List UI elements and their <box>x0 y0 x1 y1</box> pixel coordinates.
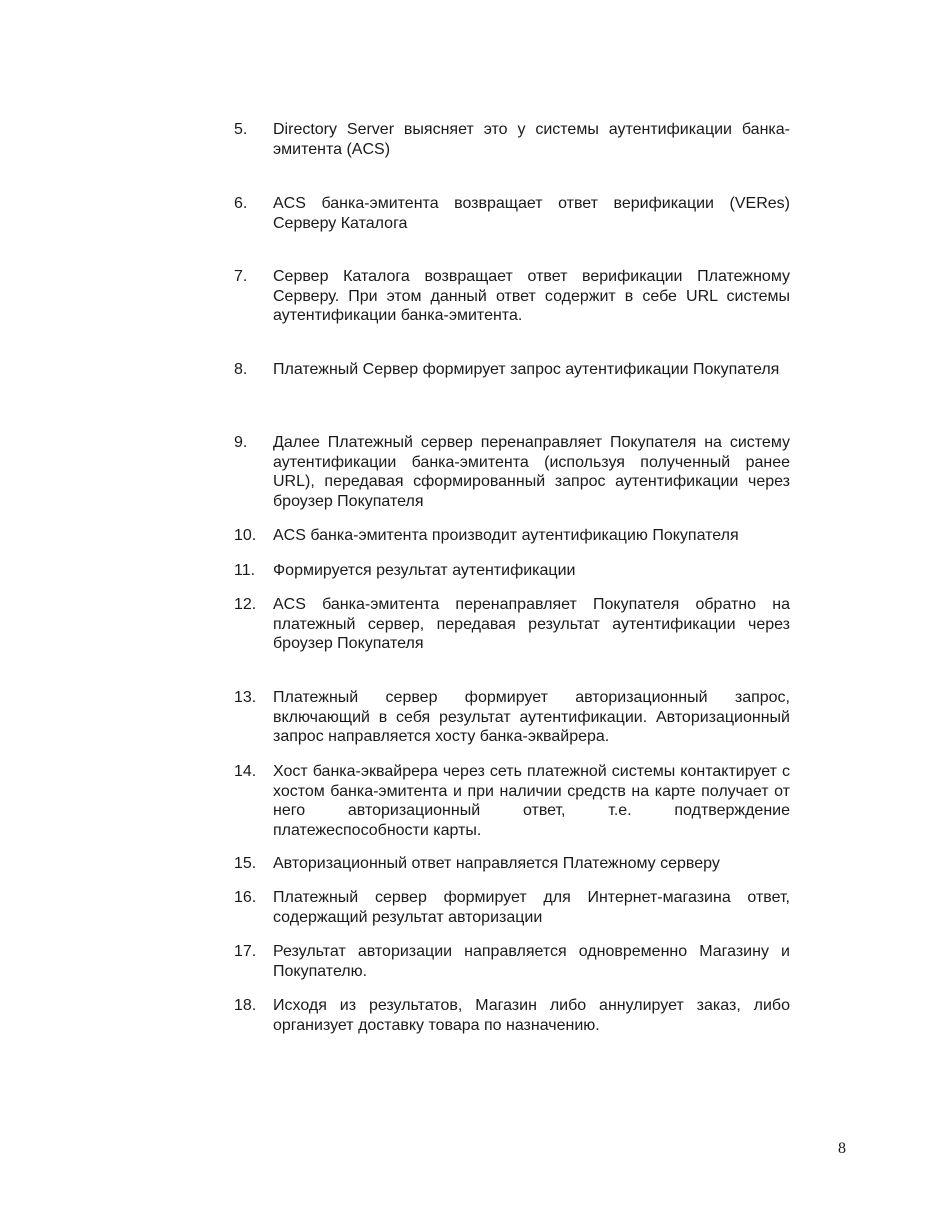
list-item-text: Сервер Каталога возвращает ответ верификации Платежному Серверу. При этом данный ответ содержит в себе URL системы аутентификации банка-эмитента. <box>273 268 790 324</box>
list-item-text: Формируется результат аутентификации <box>273 562 576 579</box>
list-item-text: Далее Платежный сервер перенаправляет Покупателя на систему аутентификации банка-эмитента (используя полученный ранее URL), передавая сформированный запрос аутентификации через броузер Покупателя <box>273 434 790 510</box>
list-item-number: 10. <box>234 527 257 544</box>
list-item-number: 15. <box>234 855 257 872</box>
list-item-text: ACS банка-эмитента производит аутентификацию Покупателя <box>273 527 739 544</box>
list-item-number: 14. <box>234 763 257 780</box>
list-item-text: Исходя из результатов, Магазин либо аннулирует заказ, либо организует доставку товара по назначению. <box>273 997 790 1034</box>
list-item-number: 8. <box>234 361 248 378</box>
list-item-number: 7. <box>234 268 248 285</box>
list-item-text: ACS банка-эмитента перенаправляет Покупателя обратно на платежный сервер, передавая результат аутентификации через броузер Покупателя <box>273 596 790 652</box>
list-item-text: Хост банка-эквайрера через сеть платежной системы контактирует с хостом банка-эмитента и при наличии средств на карте получает от него авторизационный ответ, т.е. подтверждение платежеспособности карты. <box>273 763 790 839</box>
list-item-number: 6. <box>234 195 248 212</box>
list-item-number: 13. <box>234 689 257 706</box>
list-item-text: Directory Server выясняет это у системы аутентификации банка-эмитента (ACS) <box>273 121 790 158</box>
list-item-text: Авторизационный ответ направляется Платежному серверу <box>273 855 720 872</box>
list-item-number: 12. <box>234 596 257 613</box>
page-number: 8 <box>838 1140 846 1157</box>
list-item-text: Результат авторизации направляется одновременно Магазину и Покупателю. <box>273 943 790 980</box>
list-item-text: Платежный сервер формирует для Интернет-магазина ответ, содержащий результат авторизации <box>273 889 790 926</box>
list-item-number: 5. <box>234 121 248 138</box>
list-item-text: ACS банка-эмитента возвращает ответ верификации (VERes) Серверу Каталога <box>273 195 790 232</box>
list-item-number: 17. <box>234 943 257 960</box>
list-item-number: 16. <box>234 889 257 906</box>
list-item-text: Платежный Сервер формирует запрос аутентификации Покупателя <box>273 361 780 378</box>
list-item-number: 11. <box>234 562 256 579</box>
list-item-number: 9. <box>234 434 248 451</box>
list-item-number: 18. <box>234 997 257 1014</box>
list-item-text: Платежный сервер формирует авторизационный запрос, включающий в себя результат аутентификации. Авторизационный запрос направляется хосту банка-эквайрера. <box>273 689 790 745</box>
